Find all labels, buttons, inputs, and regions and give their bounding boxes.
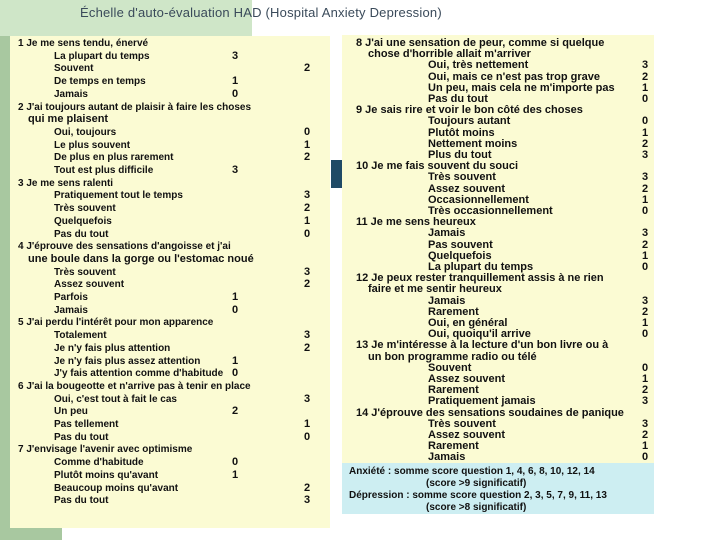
answer-label: Très occasionnellement — [428, 205, 553, 217]
question-label: 13 Je m'intéresse à la lecture d'un bon livre ou à — [356, 339, 609, 352]
answer-score: 3 — [304, 494, 311, 507]
answer-option — [54, 457, 144, 468]
answer-label: Nettement moins — [428, 137, 518, 150]
answer-score: 1 — [304, 418, 311, 430]
answer-label: Toujours autant — [428, 115, 511, 128]
answer-score: 3 — [642, 149, 649, 161]
answer-score: 1 — [232, 468, 239, 481]
depression-formula: Dépression : somme score question 2, 3, 5, 7, 9, 11, 13 — [349, 490, 607, 501]
page-title: Échelle d'auto-évaluation HAD (Hospital Anxiety Depression) — [80, 5, 442, 20]
answer-option — [54, 356, 200, 367]
question-label: 9 Je sais rire et voir le bon côté des choses — [356, 104, 583, 117]
question-label: 1 Je me sens tendu, énervé — [18, 38, 149, 49]
question-text — [28, 254, 254, 265]
answer-label: Très souvent — [428, 417, 496, 430]
answer-score: 0 — [642, 93, 649, 105]
answer-score: 3 — [232, 164, 239, 176]
answer-score: 2 — [304, 481, 311, 494]
answer-score: 3 — [304, 329, 311, 342]
answer-label: Un peu, mais cela ne m'importe pas — [428, 81, 615, 94]
answer-score: 0 — [232, 87, 239, 100]
answer-label: Jamais — [428, 294, 466, 307]
answer-score: 2 — [304, 202, 311, 215]
answer-score: 3 — [304, 189, 311, 202]
answer-label: Oui, c'est tout à fait le cas — [54, 393, 177, 405]
answer-score: 1 — [642, 249, 649, 262]
answer-score: 2 — [304, 341, 311, 354]
question-text — [18, 381, 251, 392]
answer-label: Rarement — [428, 440, 479, 453]
question-label: 5 J'ai perdu l'intérêt pour mon apparence — [18, 317, 214, 329]
answer-score: 0 — [642, 328, 649, 341]
answer-score: 1 — [642, 317, 649, 329]
answer-label: Pas du tout — [428, 93, 488, 105]
answer-score: 0 — [304, 430, 311, 443]
answer-score: 3 — [642, 395, 649, 408]
answer-label: Quelquefois — [428, 249, 492, 262]
answer-label: La plupart du temps — [428, 261, 534, 273]
answer-option — [54, 203, 116, 214]
answer-label: Jamais — [428, 227, 466, 240]
answer-label: Pratiquement tout le temps — [54, 190, 183, 202]
answer-label: Rarement — [428, 305, 479, 318]
answer-label: Assez souvent — [428, 373, 506, 385]
answer-option — [54, 152, 173, 163]
answer-label: Beaucoup moins qu'avant — [54, 482, 179, 494]
answer-score: 1 — [642, 126, 649, 139]
answer-score: 3 — [304, 392, 311, 405]
question-text — [18, 241, 231, 252]
question-label: chose d'horrible allait m'arriver — [368, 48, 531, 61]
answer-score: 0 — [642, 451, 649, 464]
answer-score: 0 — [642, 361, 649, 374]
answer-score: 2 — [642, 429, 649, 441]
answer-option — [54, 292, 88, 303]
answer-option — [54, 216, 112, 227]
answer-option — [54, 368, 223, 379]
question-label: un bon programme radio ou télé — [368, 350, 537, 363]
answer-score: 0 — [232, 456, 239, 469]
answer-label: Plus du tout — [428, 149, 492, 161]
answer-option — [54, 63, 93, 74]
answer-score: 3 — [304, 265, 311, 278]
answer-score: 3 — [642, 294, 649, 307]
question-text — [18, 444, 192, 455]
answer-option — [54, 127, 116, 138]
answer-label: Je n'y fais plus assez attention — [54, 355, 201, 367]
question-label: 14 J'éprouve des sensations soudaines de panique — [356, 406, 624, 419]
question-label: 2 J'ai toujours autant de plaisir à faire les choses — [18, 101, 252, 113]
answer-label: Comme d'habitude — [54, 457, 144, 469]
answer-label: Assez souvent — [54, 279, 125, 291]
answer-label: Totalement — [54, 330, 107, 342]
answer-label: Souvent — [54, 63, 94, 75]
question-text — [28, 114, 108, 125]
answer-label: Je n'y fais plus attention — [54, 342, 171, 354]
answer-score: 2 — [304, 278, 311, 291]
answer-label: Occasionnellement — [428, 193, 529, 206]
question-text — [18, 317, 213, 328]
answer-label: Pratiquement jamais — [428, 395, 536, 408]
answer-score: 1 — [304, 138, 311, 151]
answer-score: 0 — [304, 227, 311, 240]
depression-threshold: (score >8 significatif) — [426, 502, 527, 513]
question-label: 3 Je me sens ralenti — [18, 177, 114, 189]
answer-score: 1 — [304, 214, 311, 227]
answer-score: 0 — [642, 205, 649, 217]
answer-score: 0 — [642, 261, 649, 273]
scoring-summary — [342, 463, 654, 514]
questionnaire-left-panel — [10, 36, 330, 528]
answer-label: Assez souvent — [428, 182, 506, 195]
question-label: faire et me sentir heureux — [368, 283, 502, 296]
answer-score: 2 — [304, 62, 311, 75]
answer-score: 3 — [642, 417, 649, 430]
answer-score: 2 — [232, 405, 239, 418]
answer-score: 3 — [642, 59, 649, 72]
answer-score: 0 — [304, 125, 311, 138]
answer-score: 1 — [232, 75, 239, 88]
answer-option — [54, 51, 150, 62]
answer-score: 0 — [232, 367, 239, 380]
answer-option — [54, 419, 118, 430]
answer-label: La plupart du temps — [54, 50, 150, 62]
answer-option — [428, 452, 465, 463]
answer-score: 2 — [642, 238, 649, 251]
answer-option — [54, 279, 124, 290]
question-text — [18, 102, 251, 113]
question-label: 6 J'ai la bougeotte et n'arrive pas à tenir en place — [18, 380, 251, 392]
answer-score: 2 — [642, 182, 649, 195]
answer-option — [54, 470, 158, 481]
question-label: 11 Je me sens heureux — [356, 216, 476, 229]
answer-label: Assez souvent — [428, 429, 506, 441]
answer-option — [54, 394, 177, 405]
question-text — [18, 178, 113, 189]
answer-label: Oui, en général — [428, 317, 508, 329]
question-label: 10 Je me fais souvent du souci — [356, 160, 519, 173]
answer-score: 2 — [304, 151, 311, 164]
answer-option — [54, 406, 88, 417]
questionnaire-right-panel — [342, 35, 654, 463]
answer-option — [54, 495, 108, 506]
answer-score: 2 — [642, 137, 649, 150]
answer-score: 1 — [642, 373, 649, 385]
answer-label: Plutôt moins qu'avant — [54, 469, 159, 481]
question-label: 12 Je peux rester tranquillement assis à ne rien — [356, 272, 604, 285]
question-label: qui me plaisent — [28, 113, 109, 126]
answer-option — [54, 483, 178, 494]
answer-label: J'y fais attention comme d'habitude — [54, 368, 224, 380]
answer-label: Jamais — [54, 88, 88, 100]
answer-option — [54, 305, 88, 316]
answer-score: 2 — [642, 305, 649, 318]
answer-score: 3 — [232, 49, 239, 62]
answer-option — [54, 330, 107, 341]
answer-label: Très souvent — [428, 171, 496, 184]
answer-score: 1 — [642, 193, 649, 206]
answer-label: Un peu — [54, 406, 88, 418]
answer-option — [54, 165, 153, 176]
question-label: 7 J'envisage l'avenir avec optimisme — [18, 444, 193, 456]
question-label: une boule dans la gorge ou l'estomac noué — [28, 252, 254, 265]
answer-label: Tout est plus difficile — [54, 165, 154, 176]
answer-score: 0 — [642, 115, 649, 128]
question-label: 4 J'éprouve des sensations d'angoisse et j'ai — [18, 241, 231, 253]
answer-score: 1 — [642, 440, 649, 453]
answer-label: Pas tellement — [54, 419, 119, 430]
question-label: 8 J'ai une sensation de peur, comme si quelque — [356, 37, 605, 49]
answer-label: Très souvent — [54, 266, 116, 278]
answer-label: Rarement — [428, 384, 479, 397]
answer-label: Jamais — [428, 451, 466, 464]
answer-option — [54, 343, 170, 354]
answer-score: 3 — [642, 227, 649, 240]
answer-label: Parfois — [54, 292, 88, 303]
answer-label: Pas du tout — [54, 495, 109, 507]
answer-option — [54, 89, 88, 100]
answer-score: 2 — [642, 384, 649, 397]
answer-label: De plus en plus rarement — [54, 152, 174, 164]
answer-label: Le plus souvent — [54, 139, 131, 151]
anxiety-threshold: (score >9 significatif) — [426, 478, 527, 489]
question-text — [18, 38, 148, 49]
answer-label: Oui, quoiqu'il arrive — [428, 328, 531, 341]
answer-option — [54, 267, 116, 278]
answer-label: Quelquefois — [54, 215, 112, 227]
answer-label: Oui, mais ce n'est pas trop grave — [428, 70, 600, 83]
answer-score: 2 — [642, 70, 649, 83]
answer-option — [54, 190, 183, 201]
answer-option — [54, 76, 146, 87]
answer-score: 1 — [642, 81, 649, 94]
answer-score: 1 — [232, 291, 239, 303]
answer-option — [54, 140, 130, 151]
answer-score: 0 — [232, 303, 239, 316]
answer-label: De temps en temps — [54, 76, 146, 88]
answer-label: Très souvent — [54, 203, 116, 215]
answer-option — [54, 432, 108, 443]
answer-option — [54, 229, 108, 240]
answer-label: Oui, toujours — [54, 126, 117, 138]
answer-score: 1 — [232, 354, 239, 367]
anxiety-formula: Anxiété : somme score question 1, 4, 6, 8, 10, 12, 14 — [349, 466, 595, 477]
answer-label: Souvent — [428, 361, 472, 374]
answer-label: Jamais — [54, 304, 88, 316]
answer-label: Pas souvent — [428, 238, 493, 251]
answer-label: Oui, très nettement — [428, 59, 529, 72]
answer-score: 3 — [642, 171, 649, 184]
answer-label: Pas du tout — [54, 228, 109, 240]
answer-label: Pas du tout — [54, 431, 109, 443]
answer-label: Plutôt moins — [428, 126, 495, 139]
